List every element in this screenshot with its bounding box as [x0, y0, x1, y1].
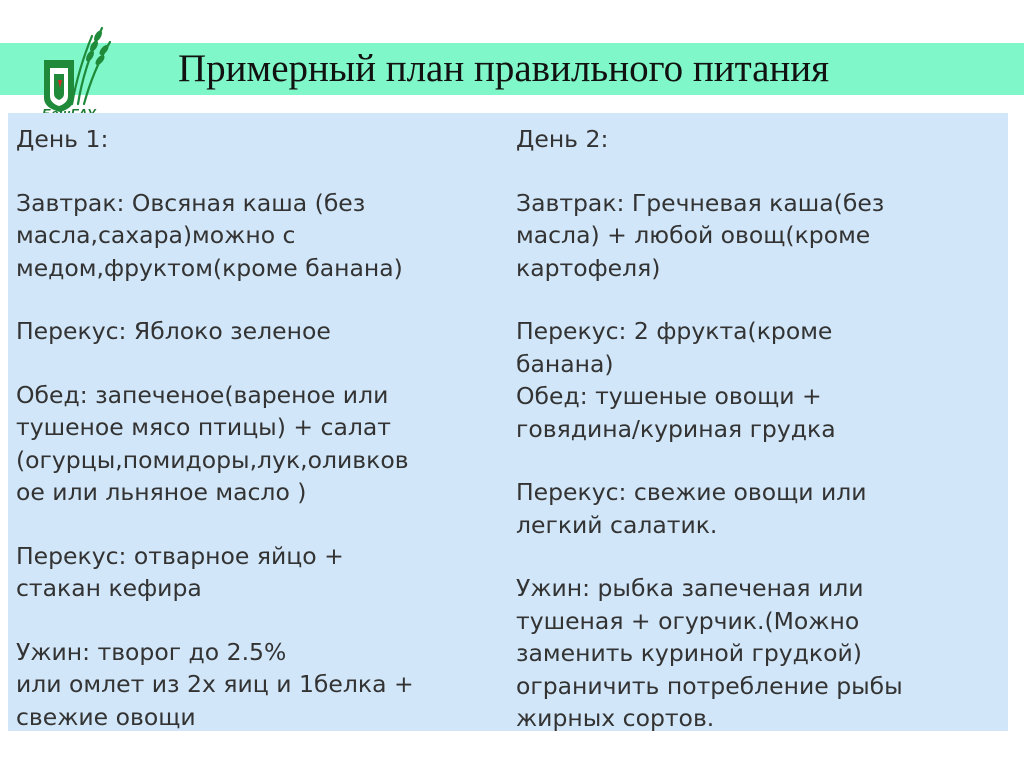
text-line: ограничить потребление рыбы: [516, 671, 903, 700]
day-2-column: [516, 123, 903, 735]
text-line: легкий салатик.: [516, 510, 718, 539]
text-line: тушеное мясо птицы) + салат: [16, 413, 391, 441]
text-line: масла,сахара)можно с: [16, 221, 296, 249]
text-line: тушеная + огурчик.(Можно: [516, 606, 860, 635]
day-1-lunch: [16, 379, 414, 509]
day-2-breakfast: [516, 187, 903, 285]
day-1-snack-2: [16, 540, 414, 605]
day-2-snack-1: [516, 315, 903, 380]
day-2-snack-2: [516, 476, 903, 541]
text-line: заменить куриной грудкой): [516, 639, 862, 667]
page-title: Примерный план правильного питания: [178, 47, 830, 90]
day-heading: День 2:: [516, 125, 609, 153]
text-line: (огурцы,помидоры,лук,оливков: [16, 445, 409, 474]
day-1-breakfast: [16, 187, 414, 285]
text-line: говядина/куриная грудка: [516, 414, 836, 443]
text-line: Перекус: отварное яйцо +: [16, 541, 344, 570]
day-heading: День 1:: [16, 125, 109, 153]
text-line: Завтрак: Гречневая каша(без: [516, 188, 885, 217]
text-line: ое или льняное масло ): [16, 478, 307, 506]
text-line: Перекус: 2 фрукта(кроме: [516, 317, 833, 345]
text-line: стакан кефира: [16, 574, 202, 602]
day-1-heading: [16, 123, 414, 156]
day-1-column: [16, 123, 414, 733]
text-line: картофеля): [516, 253, 661, 282]
content-panel: [8, 113, 1008, 731]
text-line: Обед: запеченое(вареное или: [16, 380, 389, 409]
text-line: Ужин: творог до 2.5%: [16, 637, 287, 666]
text-line: Обед: тушеные овощи +: [516, 382, 822, 410]
text-line: банана): [516, 349, 614, 378]
text-line: или омлет из 2х яиц и 1белка +: [16, 670, 414, 698]
day-2-lunch: [516, 380, 903, 445]
text-line: свежие овощи: [16, 702, 196, 731]
text-line: Ужин: рыбка запеченая или: [516, 574, 864, 602]
text-line: Перекус: Яблоко зеленое: [16, 317, 331, 345]
text-line: Завтрак: Овсяная каша (без: [16, 188, 366, 217]
text-line: медом,фруктом(кроме банана): [16, 253, 403, 282]
text-line: масла) + любой овощ(кроме: [516, 221, 871, 249]
day-2-heading: [516, 123, 903, 156]
text-line: Перекус: свежие овощи или: [516, 478, 867, 506]
day-2-dinner: [516, 572, 903, 735]
day-1-dinner: [16, 636, 414, 734]
text-line: жирных сортов.: [516, 704, 715, 732]
day-1-snack-1: [16, 315, 414, 348]
